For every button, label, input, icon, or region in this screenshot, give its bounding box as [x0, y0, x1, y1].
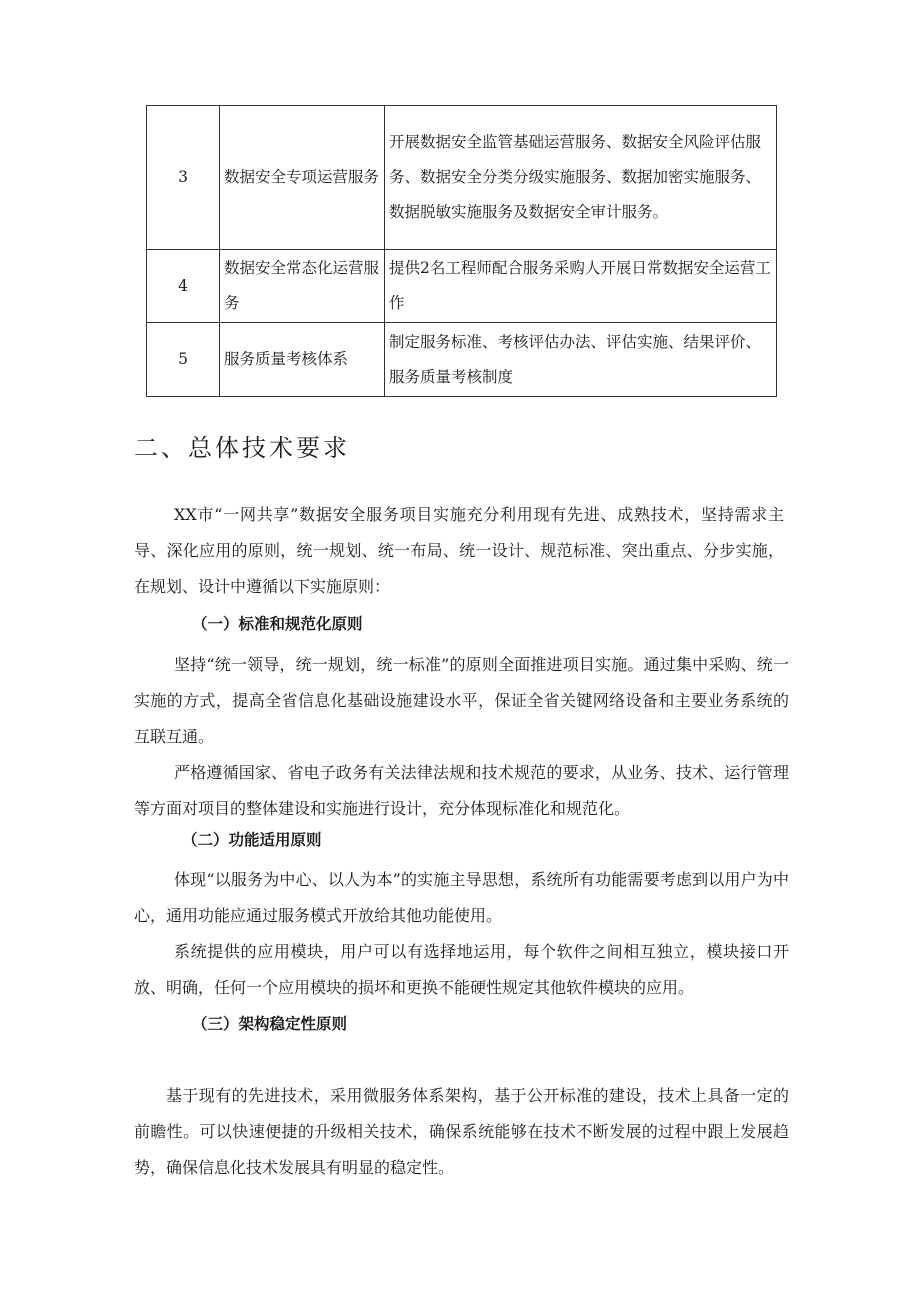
sub3-paragraph-1: 基于现有的先进技术，采用微服务体系架构，基于公开标准的建设，技术上具备一定的前瞻性。可以快速便捷的升级相关技术，确保系统能够在技术不断发展的过程中跟上发展趋势，确保信息化技术发展具有明显的稳定性。 [134, 1086, 789, 1177]
table-row [147, 323, 777, 397]
service-name: 服务质量考核体系 [220, 323, 385, 397]
sub1-paragraph-1: 坚持“统一领导，统一规划，统一标准”的原则全面推进项目实施。通过集中采购、统一实施的方式，提高全省信息化基础设施建设水平，保证全省关键网络设备和主要业务系统的互联互通。 [134, 655, 789, 746]
service-name: 数据安全专项运营服务 [220, 106, 385, 250]
subsection-heading-1: （一）标准和规范化原则 [192, 615, 363, 633]
sub2-paragraph-1: 体现“以服务为中心、以人为本”的实施主导思想，系统所有功能需要考虑到以用户为中心，通用功能应通过服务模式开放给其他功能使用。 [134, 870, 789, 925]
intro-paragraph: XX市“一网共享”数据安全服务项目实施充分利用现有先进、成熟技术，坚持需求主导、深化应用的原则，统一规划、统一布局、统一设计、规范标准、突出重点、分步实施，在规划、设计中遵循以下实施原则： [134, 505, 784, 596]
subsection-heading-2: （二）功能适用原则 [182, 831, 322, 849]
row-number: 4 [147, 250, 220, 323]
row-number: 5 [147, 323, 220, 397]
table-row [147, 106, 777, 250]
service-desc: 开展数据安全监管基础运营服务、数据安全风险评估服务、数据安全分类分级实施服务、数据加密实施服务、数据脱敏实施服务及数据安全审计服务。 [385, 106, 777, 250]
row-number: 3 [147, 106, 220, 250]
section-heading: 二、总体技术要求 [134, 434, 350, 462]
service-desc: 提供2名工程师配合服务采购人开展日常数据安全运营工作 [385, 250, 777, 323]
service-table [146, 105, 777, 397]
service-desc: 制定服务标准、考核评估办法、评估实施、结果评价、服务质量考核制度 [385, 323, 777, 397]
service-name: 数据安全常态化运营服务 [220, 250, 385, 323]
table-row [147, 250, 777, 323]
sub1-paragraph-2: 严格遵循国家、省电子政务有关法律法规和技术规范的要求，从业务、技术、运行管理等方面对项目的整体建设和实施进行设计，充分体现标准化和规范化。 [134, 763, 789, 818]
sub2-paragraph-2: 系统提供的应用模块，用户可以有选择地运用，每个软件之间相互独立，模块接口开放、明确，任何一个应用模块的损坏和更换不能硬性规定其他软件模块的应用。 [134, 942, 789, 997]
subsection-heading-3: （三）架构稳定性原则 [192, 1015, 348, 1033]
